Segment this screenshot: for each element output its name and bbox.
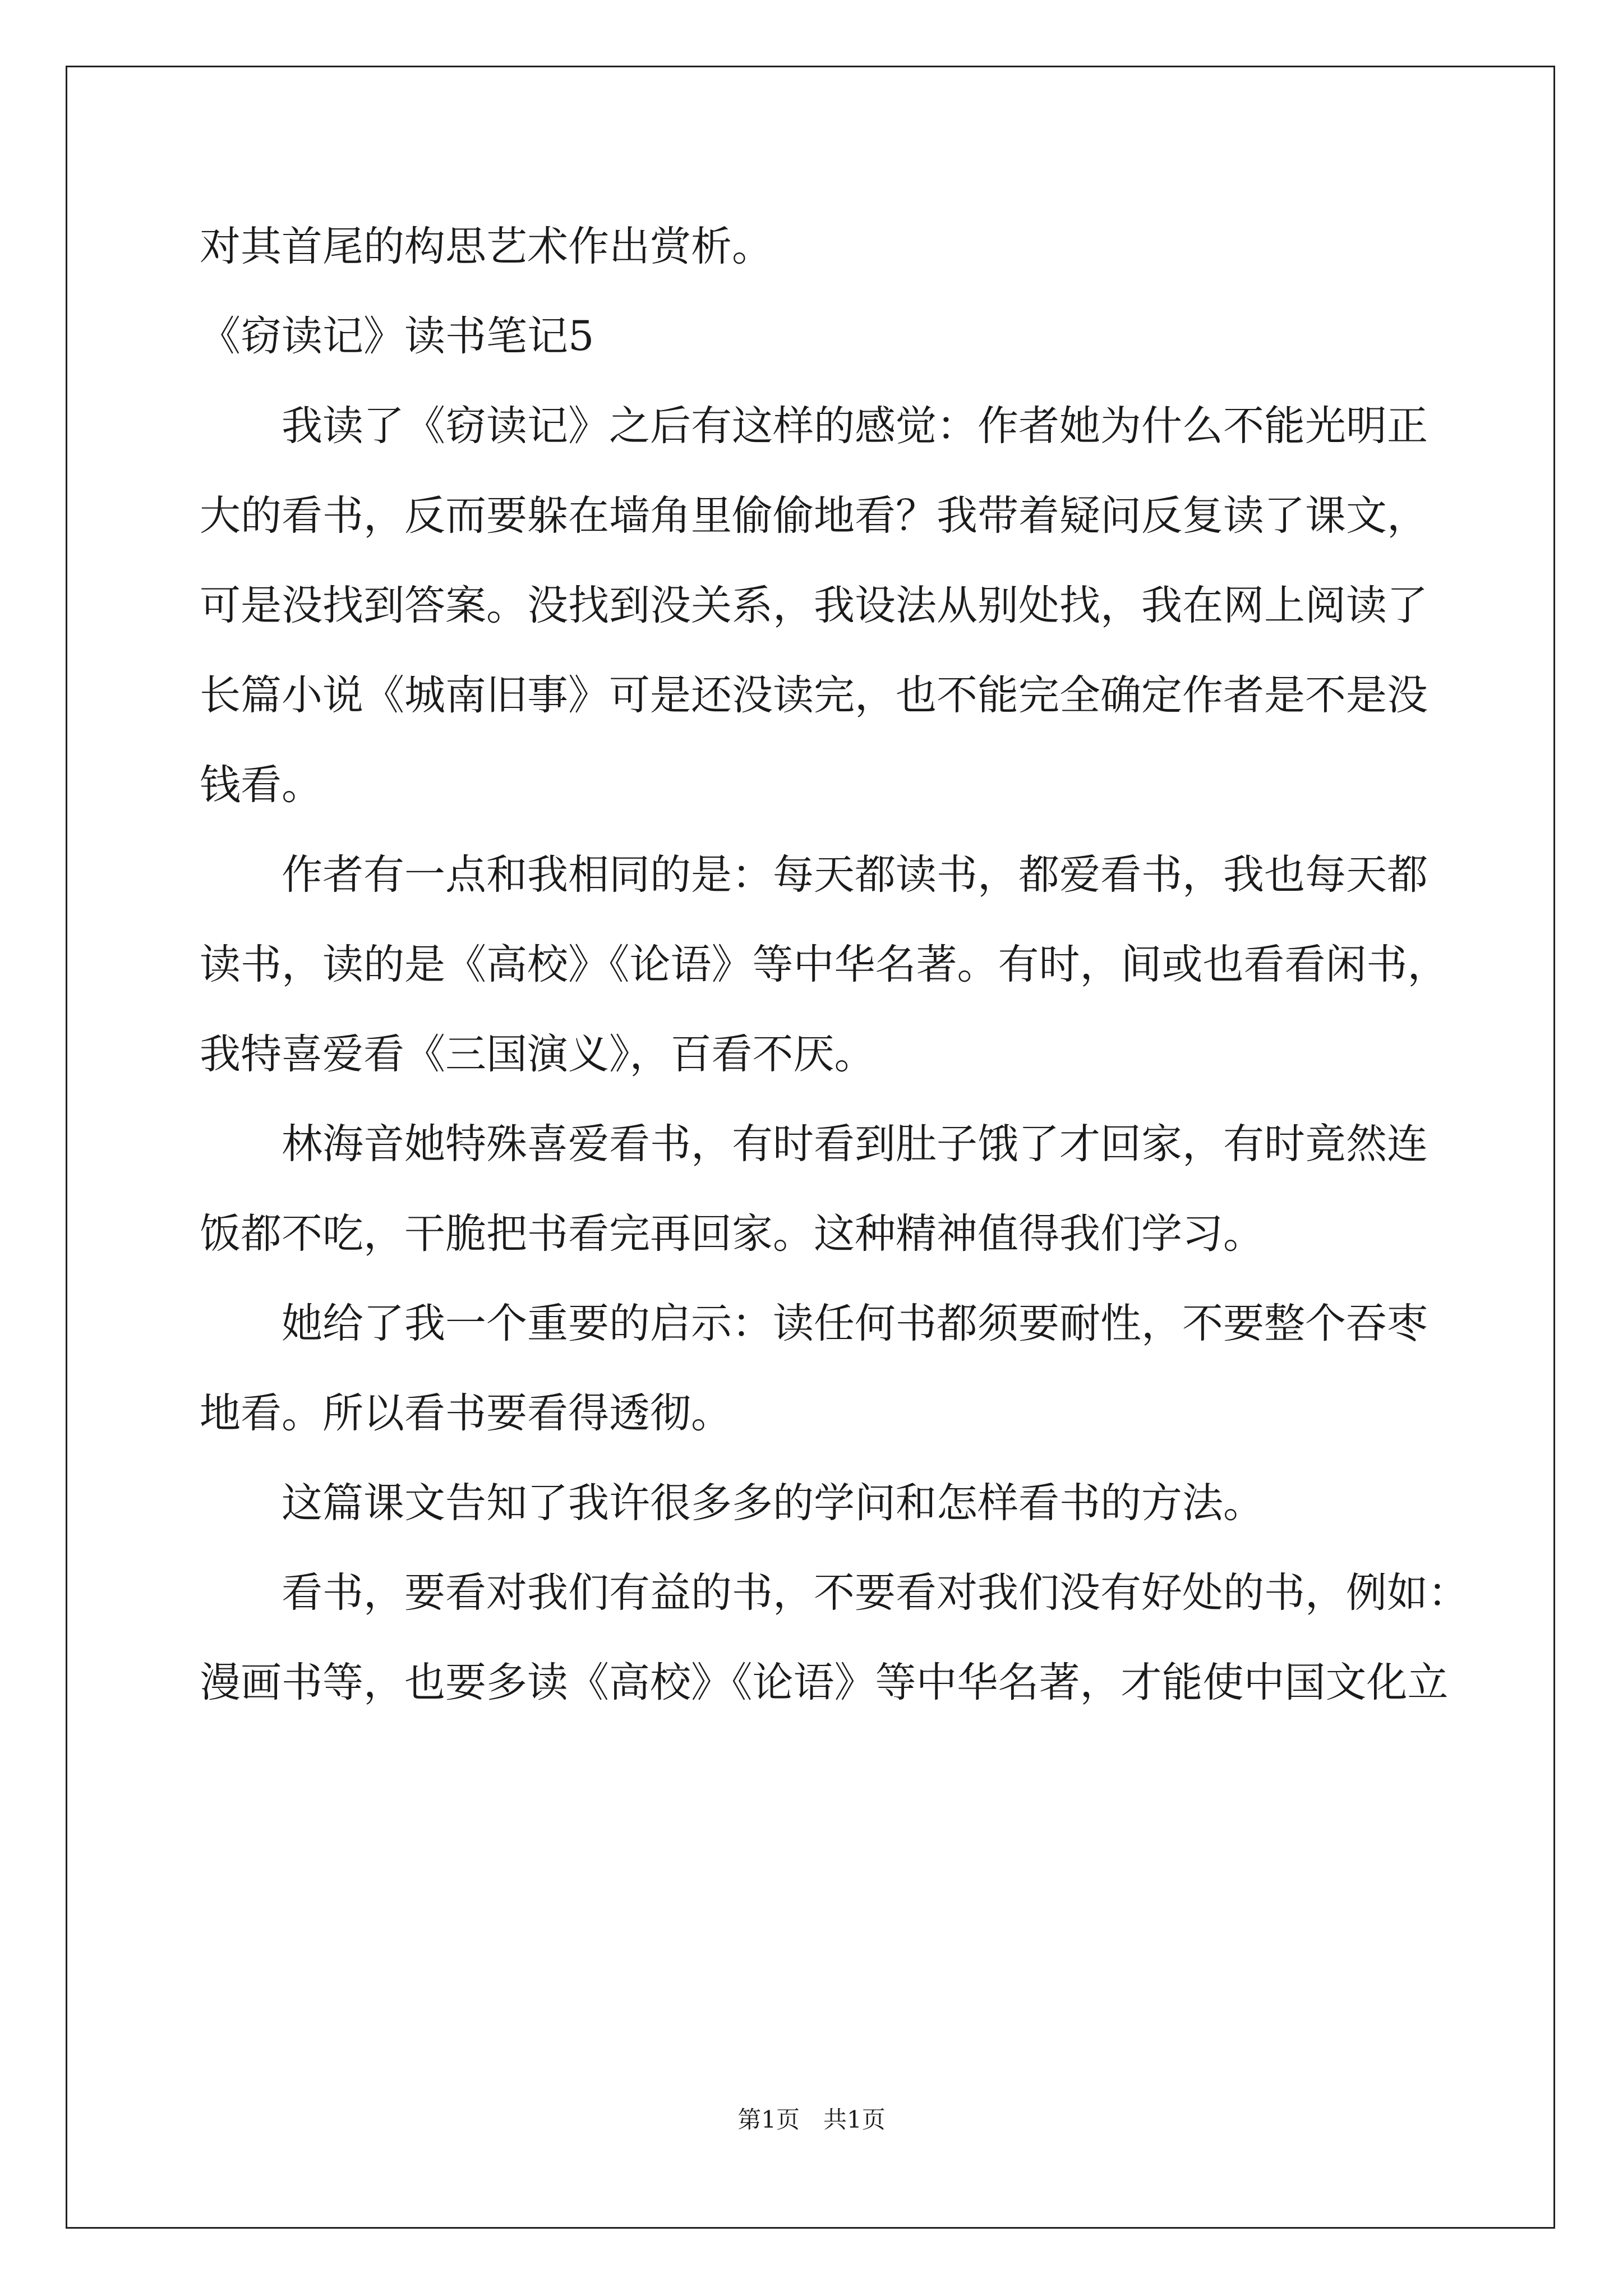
paragraph-line: 长篇小说《城南旧事》可是还没读完，也不能完全确定作者是不是没 <box>200 671 1428 719</box>
paragraph-line: 我特喜爱看《三国演义》，百看不厌。 <box>200 1030 875 1078</box>
paragraph-line: 地看。所以看书要看得透彻。 <box>200 1389 732 1437</box>
paragraph-line: 饭都不吃，干脆把书看完再回家。这种精神值得我们学习。 <box>200 1210 1264 1258</box>
paragraph-line: 我读了《窃读记》之后有这样的感觉：作者她为什么不能光明正 <box>282 402 1428 450</box>
paragraph-line: 她给了我一个重要的启示：读任何书都须要耐性，不要整个吞枣 <box>282 1300 1428 1347</box>
paragraph-line: 读书，读的是《高校》《论语》等中华名著。有时，间或也看看闲书， <box>200 941 1449 988</box>
paragraph-line: 作者有一点和我相同的是：每天都读书，都爱看书，我也每天都 <box>282 851 1428 899</box>
page-footer: 第1页 共1页 <box>737 2106 886 2133</box>
paragraph-line: 林海音她特殊喜爱看书，有时看到肚子饿了才回家，有时竟然连 <box>282 1120 1428 1168</box>
section-title: 《窃读记》读书笔记5 <box>200 312 594 360</box>
paragraph-line: 看书，要看对我们有益的书，不要看对我们没有好处的书，例如： <box>282 1569 1469 1617</box>
paragraph-line: 可是没找到答案。没找到没关系，我设法从别处找，我在网上阅读了 <box>200 582 1428 629</box>
paragraph-line: 大的看书，反而要躲在墙角里偷偷地看？我带着疑问反复读了课文， <box>200 492 1428 540</box>
paragraph-line: 这篇课文告知了我许很多多的学问和怎样看书的方法。 <box>282 1479 1264 1527</box>
document-body <box>200 202 1469 1728</box>
text-line: 对其首尾的构思艺术作出赏析。 <box>200 223 773 270</box>
paragraph-line: 漫画书等，也要多读《高校》《论语》等中华名著，才能使中国文化立 <box>200 1659 1449 1706</box>
paragraph-line: 钱看。 <box>200 761 322 809</box>
